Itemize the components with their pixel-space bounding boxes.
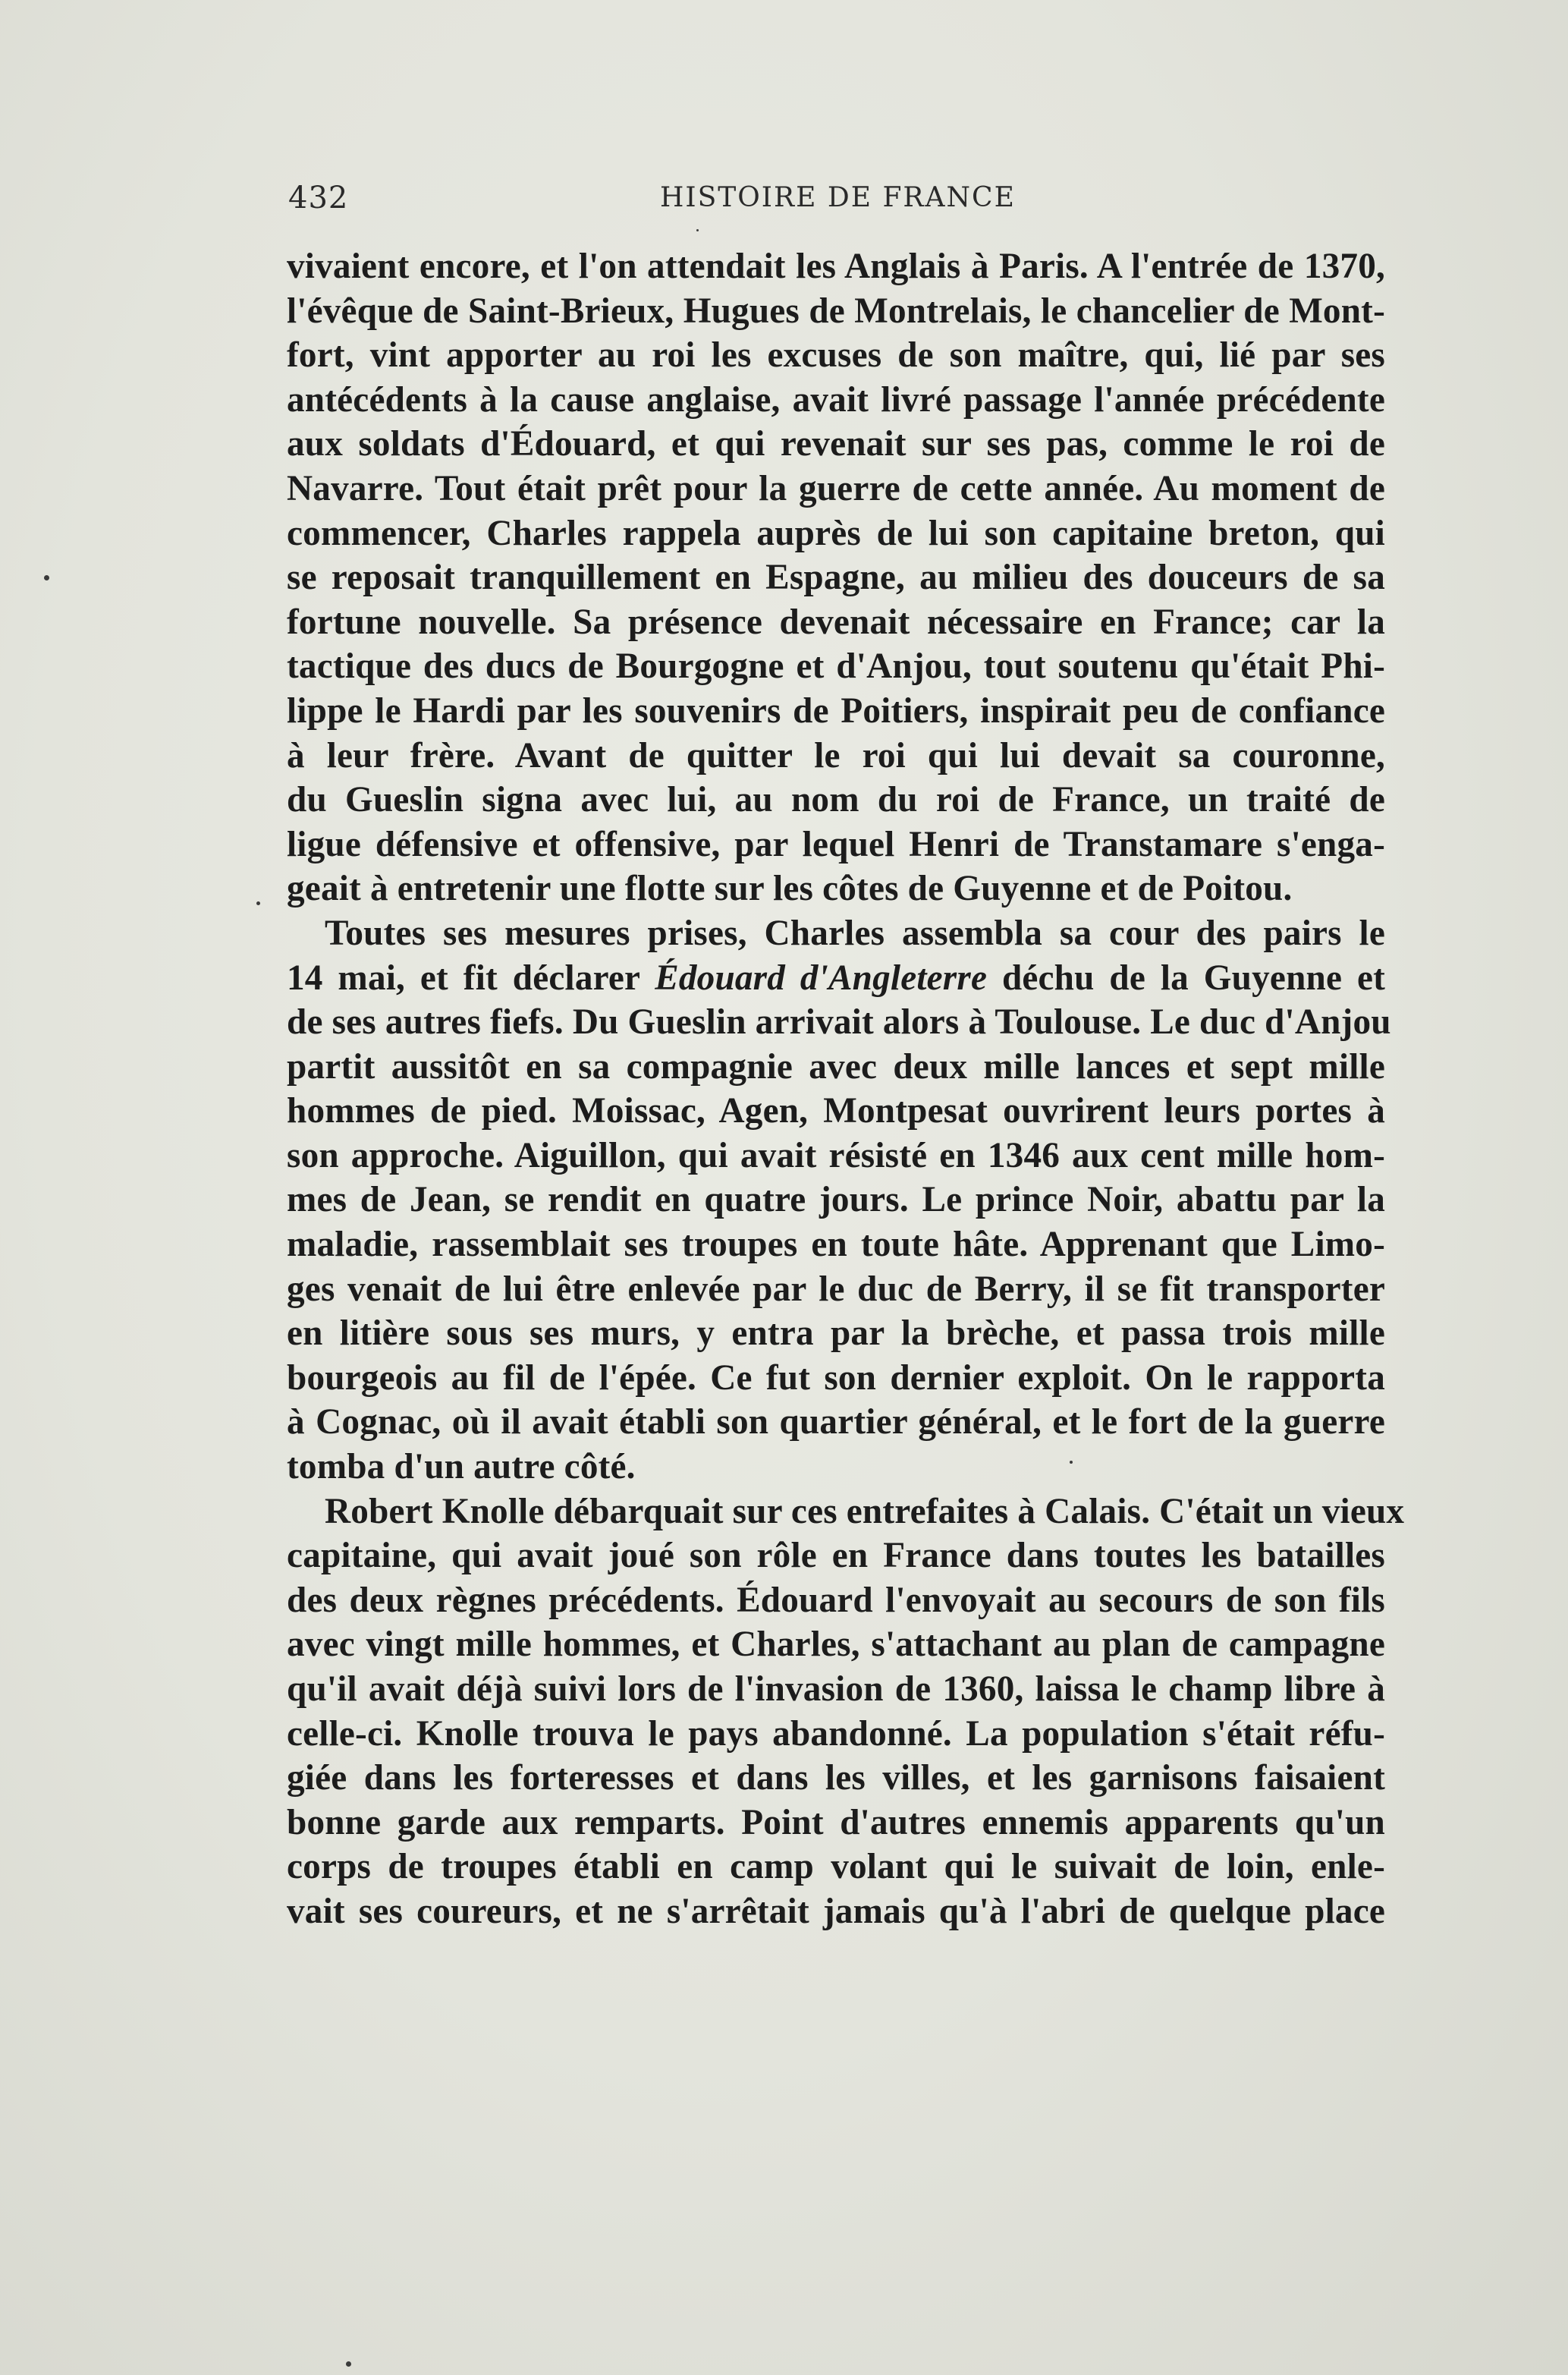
text-line: en litière sous ses murs, y entra par la brèche, et passa trois mille: [287, 1313, 1385, 1354]
paragraph-3: [287, 1489, 1405, 1934]
running-title: HISTOIRE DE FRANCE: [660, 182, 1016, 213]
text-line: l'évêque de Saint-Brieux, Hugues de Montrelais, le chancelier de Mont-: [287, 291, 1385, 331]
paper-speck: [696, 229, 699, 231]
text-line: son approche. Aiguillon, qui avait résisté en 1346 aux cent mille hom-: [287, 1135, 1385, 1175]
paper-speck: [346, 2361, 351, 2367]
text-line: antécédents à la cause anglaise, avait livré passage l'année précédente: [287, 379, 1385, 420]
paper-speck: [44, 575, 49, 580]
page-number: 432: [288, 181, 349, 215]
text-line: vivaient encore, et l'on attendait les Anglais à Paris. A l'entrée de 1370,: [287, 247, 1385, 286]
text-line: à Cognac, où il avait établi son quartier général, et le fort de la guerre: [287, 1402, 1385, 1442]
running-head: [288, 181, 1381, 226]
text-line: avec vingt mille hommes, et Charles, s'attachant au plan de campagne: [287, 1625, 1385, 1665]
text-line: de ses autres fiefs. Du Gueslin arrivait alors à Toulouse. Le duc d'Anjou: [287, 1002, 1391, 1043]
text-line: tactique des ducs de Bourgogne et d'Anjou, tout soutenu qu'était Phi-: [287, 646, 1385, 687]
paper-speck: [1070, 1461, 1073, 1464]
paper-speck: [256, 901, 260, 905]
text-line-with-emphasis: [287, 956, 1385, 1001]
text-line: fortune nouvelle. Sa présence devenait nécessaire en France; car la: [287, 602, 1385, 642]
text-line: à leur frère. Avant de quitter le roi qui lui devait sa couronne,: [287, 735, 1385, 775]
emphasis-text: Édouard d'Angleterre: [655, 958, 988, 998]
text-fragment: 14 mai, et fit déclarer: [287, 958, 655, 998]
text-line: du Gueslin signa avec lui, au nom du roi de France, un traité de: [287, 780, 1385, 820]
text-line: partit aussitôt en sa compagnie avec deux mille lances et sept mille: [287, 1046, 1385, 1087]
text-line: ligue défensive et offensive, par lequel Henri de Transtamare s'enga-: [287, 824, 1385, 864]
text-line: aux soldats d'Édouard, et qui revenait sur ses pas, comme le roi de: [287, 424, 1385, 464]
text-line: qu'il avait déjà suivi lors de l'invasion de 1360, laissa le champ libre à: [287, 1669, 1385, 1709]
paragraph-2: [287, 911, 1391, 1489]
text-line: commencer, Charles rappela auprès de lui son capitaine breton, qui: [287, 513, 1385, 553]
text-line: geait à entretenir une flotte sur les côtes de Guyenne et de Poitou.: [287, 869, 1293, 909]
text-line: corps de troupes établi en camp volant qui le suivait de loin, enle-: [287, 1847, 1385, 1887]
text-line: capitaine, qui avait joué son rôle en France dans toutes les batailles: [287, 1536, 1385, 1576]
text-line: vait ses coureurs, et ne s'arrêtait jamais qu'à l'abri de quelque place: [287, 1891, 1385, 1931]
text-line: tomba d'un autre côté.: [287, 1447, 636, 1487]
text-line: Navarre. Tout était prêt pour la guerre de cette année. Au moment de: [287, 468, 1385, 508]
text-line: maladie, rassemblait ses troupes en toute hâte. Apprenant que Limo-: [287, 1225, 1385, 1265]
body-text: [287, 244, 1405, 1934]
text-line: giée dans les forteresses et dans les villes, et les garnisons faisaient: [287, 1758, 1385, 1798]
text-line: lippe le Hardi par les souvenirs de Poitiers, inspirait peu de confiance: [287, 690, 1385, 731]
text-fragment: déchu de la Guyenne et: [987, 958, 1386, 998]
text-line: se reposait tranquillement en Espagne, au milieu des douceurs de sa: [287, 558, 1385, 598]
paragraph-1: [287, 244, 1385, 911]
text-line: mes de Jean, se rendit en quatre jours. Le prince Noir, abattu par la: [287, 1180, 1385, 1220]
text-line: hommes de pied. Moissac, Agen, Montpesat ouvrirent leurs portes à: [287, 1091, 1385, 1131]
text-line: Robert Knolle débarquait sur ces entrefaites à Calais. C'était un vieux: [325, 1491, 1405, 1531]
text-line: fort, vint apporter au roi les excuses de son maître, qui, lié par ses: [287, 335, 1385, 376]
text-line: Toutes ses mesures prises, Charles assembla sa cour des pairs le: [325, 913, 1385, 953]
text-line: celle-ci. Knolle trouva le pays abandonné. La population s'était réfu-: [287, 1713, 1385, 1754]
text-line: ges venait de lui être enlevée par le duc de Berry, il se fit transporter: [287, 1269, 1385, 1309]
text-line: bourgeois au fil de l'épée. Ce fut son dernier exploit. On le rapporta: [287, 1357, 1385, 1398]
text-line: des deux règnes précédents. Édouard l'envoyait au secours de son fils: [287, 1580, 1385, 1620]
text-line: bonne garde aux remparts. Point d'autres ennemis apparents qu'un: [287, 1802, 1385, 1842]
